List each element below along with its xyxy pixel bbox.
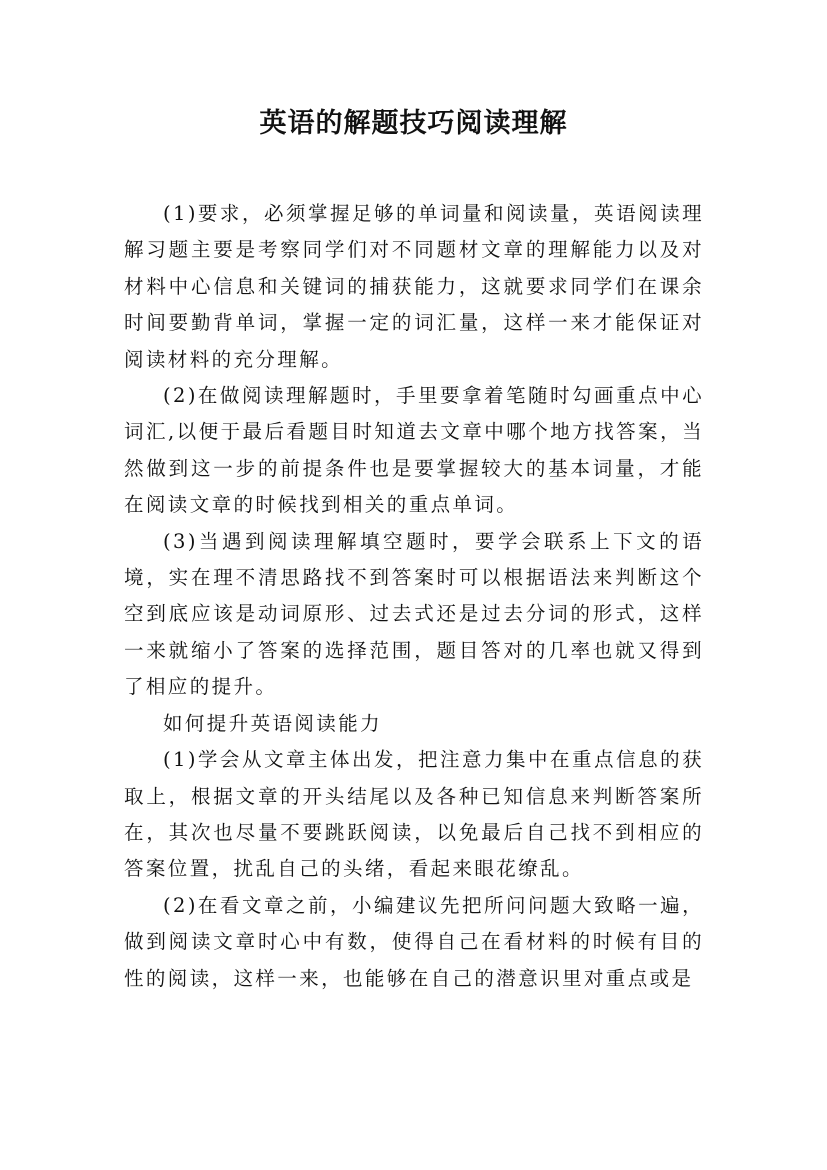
section-heading: 如何提升英语阅读能力 [163,711,383,735]
document-body [124,196,704,997]
paragraph-4: (1)学会从文章主体出发，把注意力集中在重点信息的获取上，根据文章的开头结尾以及各种已知信息来判断答案所在，其次也尽量不要跳跃阅读，以免最后自己找不到相应的答案位置，扰乱自己的头绪，看起来眼花缭乱。 [124,748,704,881]
document-title: 英语的解题技巧阅读理解 [259,108,568,139]
paragraph-1: (1)要求，必须掌握足够的单词量和阅读量，英语阅读理解习题主要是考察同学们对不同题材文章的理解能力以及对材料中心信息和关键词的捕获能力，这就要求同学们在课余时间要勤背单词，掌握一定的词汇量，这样一来才能保证对阅读材料的充分理解。 [124,202,704,371]
paragraph-5: (2)在看文章之前，小编建议先把所问问题大致略一遍，做到阅读文章时心中有数，使得自己在看材料的时候有目的性的阅读，这样一来，也能够在自己的潜意识里对重点或是 [124,893,704,990]
paragraph-2: (2)在做阅读理解题时，手里要拿着笔随时勾画重点中心词汇,以便于最后看题目时知道去文章中哪个地方找答案，当然做到这一步的前提条件也是要掌握较大的基本词量，才能在阅读文章的时候找到相关的重点单词。 [124,384,704,517]
paragraph-3: (3)当遇到阅读理解填空题时，要学会联系上下文的语境，实在理不清思路找不到答案时可以根据语法来判断这个空到底应该是动词原形、过去式还是过去分词的形式，这样一来就缩小了答案的选择范围，题目答对的几率也就又得到了相应的提升。 [124,529,704,699]
